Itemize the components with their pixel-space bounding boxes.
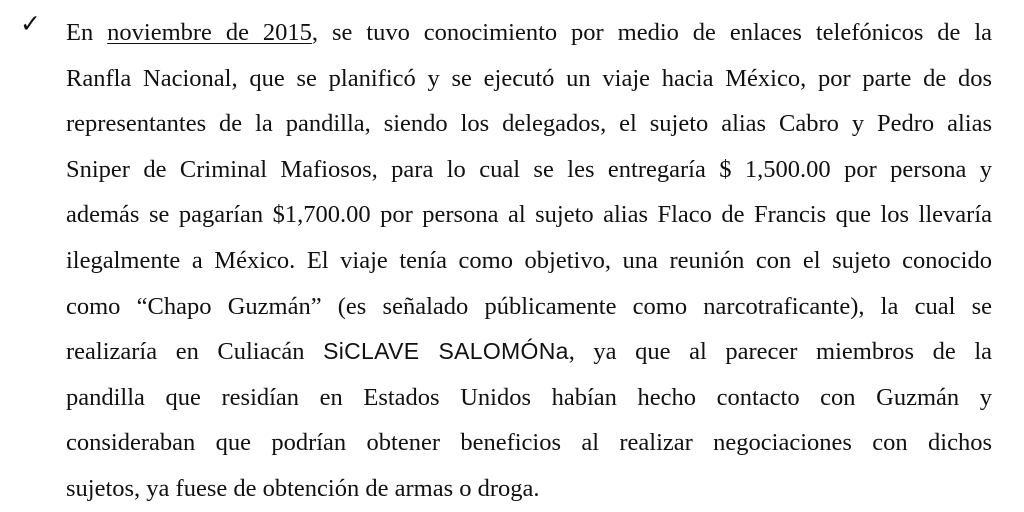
paragraph-line: pandilla que residían en Estados Unidos habían hecho contacto con Guzmán y (66, 383, 992, 411)
paragraph-line: representantes de la pandilla, siendo los delegados, el sujeto alias Cabro y Pedro alias (66, 110, 992, 138)
paragraph-line: Sniper de Criminal Mafiosos, para lo cual se les entregaría $ 1,500.00 por persona y (66, 155, 992, 183)
paragraph-line: ilegalmente a México. El viaje tenía como objetivo, una reunión con el sujeto conocido (66, 246, 992, 274)
line-text: , se tuvo conocimiento por medio de enlaces telefónicos de la (311, 19, 993, 46)
paragraph-line: sujetos, ya fuese de obtención de armas o droga. (66, 474, 540, 502)
line-text: En (66, 19, 108, 46)
redaction-placeholder: SiCLAVE SALOMÓNa (323, 338, 569, 365)
paragraph (66, 10, 992, 512)
line-text: , ya que al parecer miembros de la (568, 338, 992, 366)
underlined-date: noviembre de 2015 (107, 19, 312, 46)
paragraph-line: además se pagarían $1,700.00 por persona al sujeto alias Flaco de Francis que los llevaría (66, 201, 992, 229)
check-mark-icon: ✓ (20, 11, 41, 38)
paragraph-line (66, 329, 992, 375)
paragraph-line: como “Chapo Guzmán” (es señalado públicamente como narcotraficante), la cual se (66, 292, 992, 320)
paragraph-line: consideraban que podrían obtener beneficios al realizar negociaciones con dichos (66, 429, 992, 457)
paragraph-line: Ranfla Nacional, que se planificó y se ejecutó un viaje hacia México, por parte de dos (66, 64, 992, 92)
line-text: realizaría en Culiacán (66, 338, 324, 366)
paragraph-line (66, 10, 992, 56)
